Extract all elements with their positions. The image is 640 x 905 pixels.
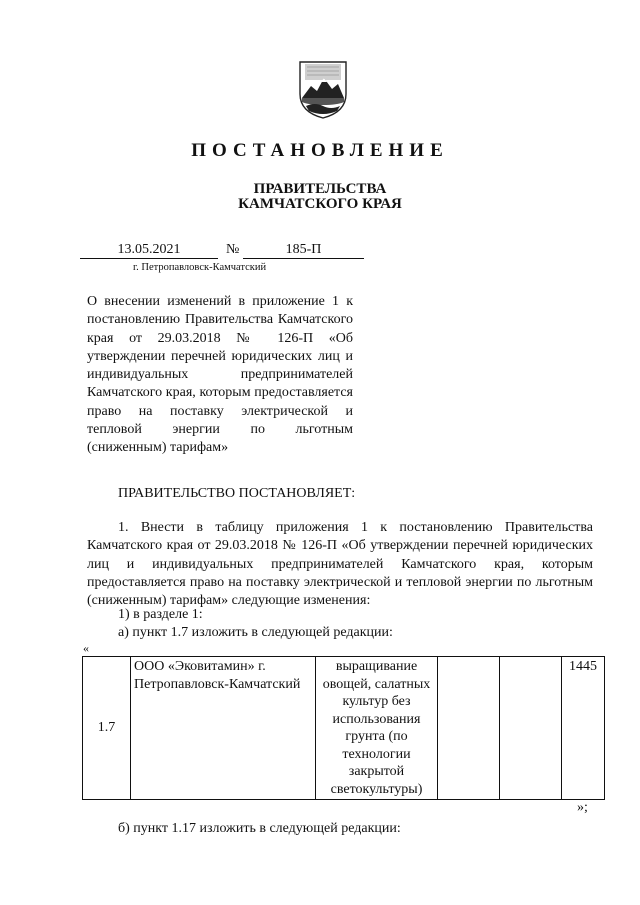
cell-value: 1445 — [562, 657, 605, 800]
document-number: 185-П — [243, 242, 364, 259]
paragraph-item-b: б) пункт 1.17 изложить в следующей редакции: — [118, 821, 401, 836]
resolve-heading: ПРАВИТЕЛЬСТВО ПОСТАНОВЛЯЕТ: — [118, 486, 356, 501]
document-date: 13.05.2021 — [80, 242, 218, 259]
cell-column-4 — [438, 657, 500, 800]
cell-activity: выращивание овощей, салатных культур без использования грунта (по технологии закрытой светокультуры) — [316, 657, 438, 800]
quote-open: « — [83, 641, 89, 655]
cell-organization: ООО «Эковитамин» г. Петропавловск-Камчатский — [131, 657, 316, 800]
paragraph-section-1: 1) в разделе 1: — [118, 607, 203, 622]
cell-column-5 — [500, 657, 562, 800]
table-row — [83, 657, 605, 800]
document-title: ПОСТАНОВЛЕНИЕ — [191, 140, 449, 161]
issuer-line-2: КАМЧАТСКОГО КРАЯ — [238, 196, 402, 212]
paragraph-1: 1. Внести в таблицу приложения 1 к постановлению Правительства Камчатского края от 29.03.2018 № 126-П «Об утверждении перечней юридических лиц и индивидуальных предпринимателей Камчатского края, которым предоставляется право на поставку электрической и тепловой энергии по льготным (сниженным) тарифам» следующие изменения: — [87, 520, 593, 609]
number-label: № — [226, 242, 240, 257]
paragraph-item-a: а) пункт 1.7 изложить в следующей редакции: — [118, 625, 393, 640]
issuer-line-1: ПРАВИТЕЛЬСТВА — [253, 181, 387, 197]
document-subject: О внесении изменений в приложение 1 к постановлению Правительства Камчатского края от 29.03.2018 № 126-П «Об утверждении перечней юридических лиц и индивидуальных предпринимателей Камчатского края, которым предоставляется право на поставку электрической и тепловой энергии по льготным (сниженным) тарифам» — [87, 294, 353, 456]
city-name: г. Петропавловск-Камчатский — [133, 262, 267, 273]
quote-close: »; — [577, 800, 588, 815]
cell-item-number: 1.7 — [83, 657, 131, 800]
coat-of-arms-emblem — [297, 58, 349, 120]
amendment-table — [82, 656, 605, 800]
